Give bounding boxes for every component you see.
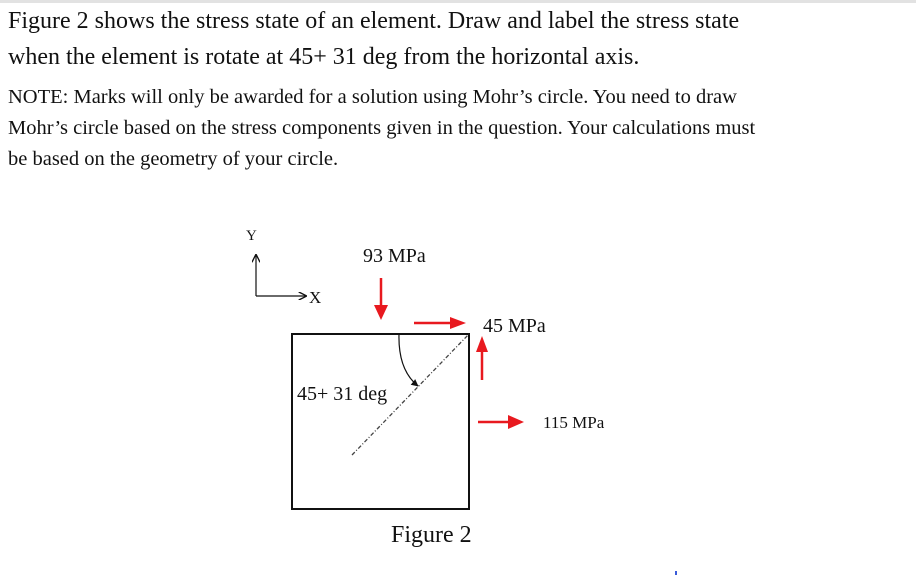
sigma-x-label: 115 MPa bbox=[543, 413, 605, 432]
angle-arc bbox=[399, 334, 418, 386]
shear-arrow-right bbox=[476, 336, 488, 380]
figure-caption: Figure 2 bbox=[391, 522, 472, 548]
angle-label: 45+ 31 deg bbox=[297, 383, 388, 405]
shear-stress-label: 45 MPa bbox=[483, 315, 546, 337]
sigma-x-arrow bbox=[478, 415, 524, 429]
shear-arrow-top bbox=[414, 317, 466, 329]
sigma-y-label: 93 MPa bbox=[363, 245, 426, 267]
note-line-3: be based on the geometry of your circle. bbox=[8, 148, 339, 170]
y-axis-label: Y bbox=[246, 228, 257, 244]
sigma-y-arrow bbox=[374, 278, 388, 320]
question-line-2: when the element is rotate at 45+ 31 deg from the horizontal axis. bbox=[8, 44, 640, 70]
stress-element-square bbox=[292, 334, 469, 509]
note-line-1: NOTE: Marks will only be awarded for a solution using Mohr’s circle. You need to draw bbox=[8, 86, 737, 108]
note-line-2: Mohr’s circle based on the stress components given in the question. Your calculations must bbox=[8, 117, 756, 139]
question-line-1: Figure 2 shows the stress state of an element. Draw and label the stress state bbox=[8, 8, 740, 34]
x-axis-label: X bbox=[309, 288, 322, 307]
